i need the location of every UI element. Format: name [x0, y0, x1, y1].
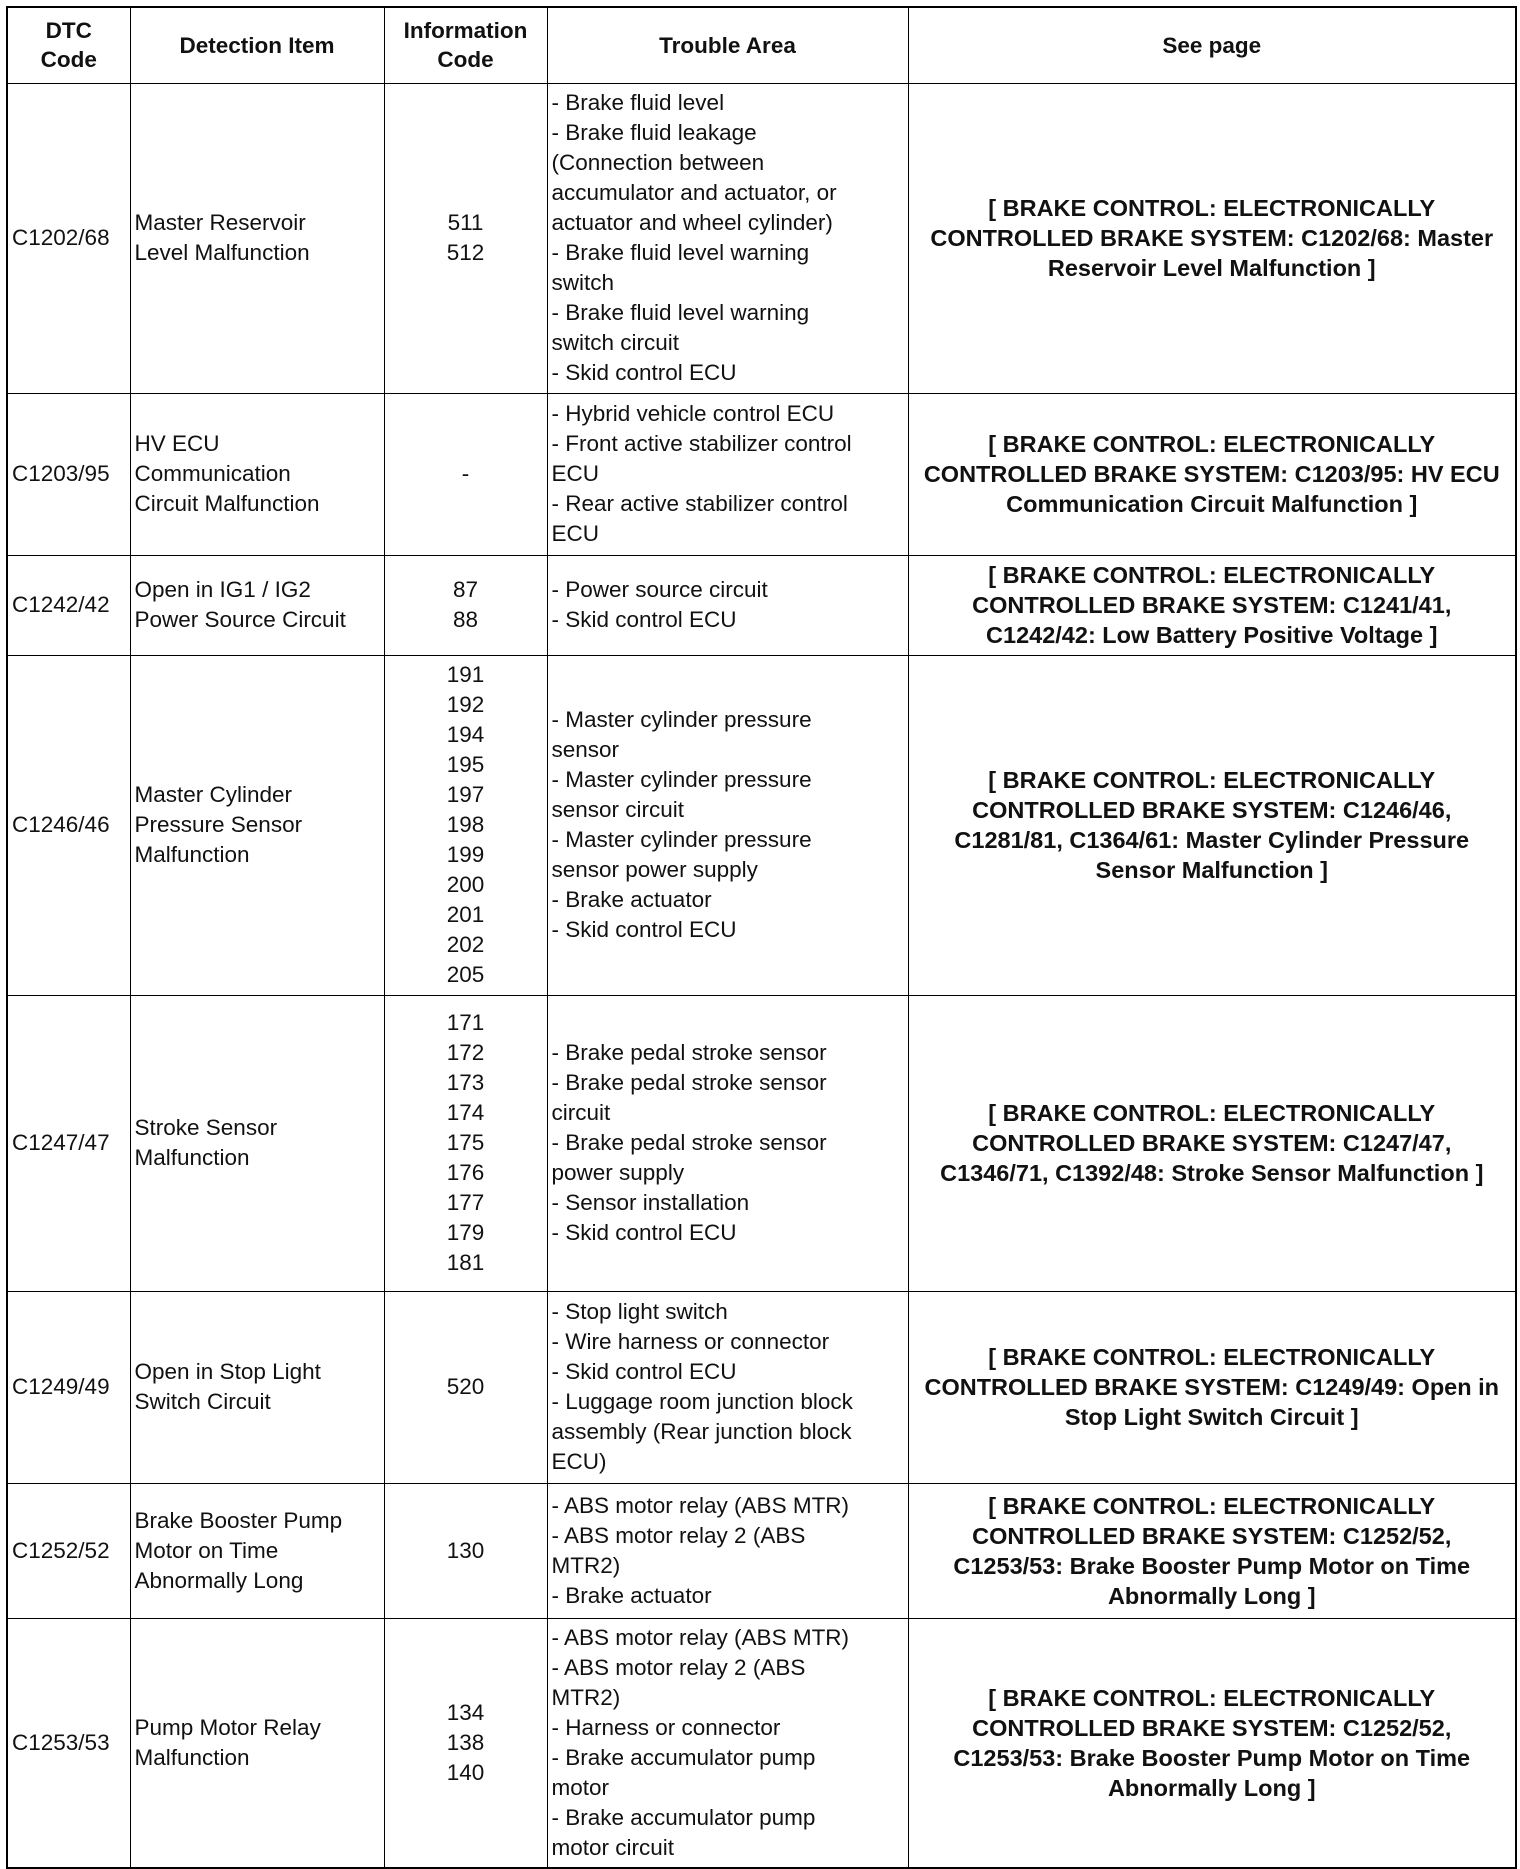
- see-page-cell[interactable]: [ BRAKE CONTROL: ELECTRONICALLY CONTROLLED BRAKE SYSTEM: C1249/49: Open in Stop Light Switch Circuit ]: [908, 1291, 1516, 1483]
- cell-line: - Stop light switch: [551, 1299, 728, 1324]
- cell-line: switch: [551, 270, 615, 295]
- cell-line: - Power source circuit: [551, 577, 768, 602]
- cell-line: - Skid control ECU: [551, 360, 737, 385]
- cell-line: Pressure Sensor: [134, 812, 303, 837]
- cell-line: - Brake accumulator pump: [551, 1804, 816, 1830]
- information-code-value: 181: [446, 1250, 485, 1275]
- cell-line: Malfunction: [134, 1744, 250, 1770]
- cell-line: - ABS motor relay 2 (ABS: [551, 1654, 806, 1680]
- header-dtc-code: DTC Code: [7, 7, 130, 83]
- table-row: [7, 393, 1516, 555]
- table-header: [7, 7, 1516, 83]
- cell-line: Stroke Sensor: [134, 1115, 278, 1140]
- see-page-cell[interactable]: [ BRAKE CONTROL: ELECTRONICALLY CONTROLLED BRAKE SYSTEM: C1252/52, C1253/53: Brake Booster Pump Motor on Time Abnormally Long ]: [908, 1483, 1516, 1618]
- cell-line: - Master cylinder pressure: [551, 707, 812, 732]
- cell-line: - ABS motor relay (ABS MTR): [551, 1624, 850, 1650]
- cell-line: sensor power supply: [551, 857, 758, 882]
- trouble-area-cell: [547, 655, 908, 995]
- cell-line: HV ECU: [134, 431, 220, 456]
- cell-line: MTR2): [551, 1684, 621, 1710]
- table-row: [7, 655, 1516, 995]
- information-code-value: 205: [446, 962, 485, 987]
- cell-line: Master Reservoir: [134, 210, 306, 235]
- dtc-code-cell: C1249/49: [7, 1291, 130, 1483]
- dtc-code-cell: C1252/52: [7, 1483, 130, 1618]
- information-code-cell: [384, 1291, 547, 1483]
- cell-line: sensor: [551, 737, 620, 762]
- dtc-code-cell: C1242/42: [7, 555, 130, 655]
- cell-line: (Connection between: [551, 150, 765, 175]
- header-row: [7, 7, 1516, 83]
- cell-line: - Brake fluid level warning: [551, 240, 810, 265]
- information-code-value: -: [461, 461, 470, 486]
- header-see-page: See page: [908, 7, 1516, 83]
- information-code-value: 195: [446, 752, 485, 777]
- cell-line: - Brake actuator: [551, 887, 712, 912]
- information-code-value: 177: [446, 1190, 485, 1215]
- header-trouble-area: Trouble Area: [547, 7, 908, 83]
- dtc-code-cell: C1246/46: [7, 655, 130, 995]
- cell-line: Master Cylinder: [134, 782, 293, 807]
- table-row: [7, 995, 1516, 1291]
- detection-item-cell: [130, 1618, 384, 1868]
- table-body: [7, 83, 1516, 1868]
- cell-line: MTR2): [551, 1552, 621, 1578]
- cell-line: Motor on Time: [134, 1537, 279, 1563]
- cell-line: Malfunction: [134, 1145, 250, 1170]
- information-code-value: 198: [446, 812, 485, 837]
- see-page-cell[interactable]: [ BRAKE CONTROL: ELECTRONICALLY CONTROLLED BRAKE SYSTEM: C1202/68: Master Reservoir Level Malfunction ]: [908, 83, 1516, 393]
- detection-item-cell: [130, 1291, 384, 1483]
- cell-line: accumulator and actuator, or: [551, 180, 837, 205]
- information-code-value: 194: [446, 722, 485, 747]
- detection-item-cell: [130, 83, 384, 393]
- see-page-cell[interactable]: [ BRAKE CONTROL: ELECTRONICALLY CONTROLLED BRAKE SYSTEM: C1247/47, C1346/71, C1392/48: Stroke Sensor Malfunction ]: [908, 995, 1516, 1291]
- cell-line: motor circuit: [551, 1834, 675, 1860]
- trouble-area-cell: [547, 83, 908, 393]
- cell-line: Abnormally Long: [134, 1567, 304, 1593]
- cell-line: - Brake fluid level: [551, 90, 725, 115]
- information-code-value: 171: [446, 1010, 485, 1035]
- information-code-value: 87: [452, 577, 479, 602]
- information-code-value: 130: [446, 1537, 485, 1563]
- see-page-cell[interactable]: [ BRAKE CONTROL: ELECTRONICALLY CONTROLLED BRAKE SYSTEM: C1252/52, C1253/53: Brake Booster Pump Motor on Time Abnormally Long ]: [908, 1618, 1516, 1868]
- information-code-value: 192: [446, 692, 485, 717]
- detection-item-cell: [130, 393, 384, 555]
- cell-line: - ABS motor relay 2 (ABS: [551, 1522, 806, 1548]
- cell-line: ECU: [551, 461, 600, 486]
- dtc-code-cell: C1247/47: [7, 995, 130, 1291]
- information-code-value: 140: [446, 1759, 485, 1785]
- cell-line: circuit: [551, 1100, 611, 1125]
- information-code-value: 191: [446, 662, 485, 687]
- header-detection-item: Detection Item: [130, 7, 384, 83]
- cell-line: power supply: [551, 1160, 685, 1185]
- cell-line: - Rear active stabilizer control: [551, 491, 848, 516]
- header-information-code: Information Code: [384, 7, 547, 83]
- information-code-value: 179: [446, 1220, 485, 1245]
- table-row: [7, 555, 1516, 655]
- information-code-value: 174: [446, 1100, 485, 1125]
- detection-item-cell: [130, 1483, 384, 1618]
- information-code-value: 175: [446, 1130, 485, 1155]
- cell-line: Circuit Malfunction: [134, 491, 320, 516]
- cell-line: Pump Motor Relay: [134, 1714, 321, 1740]
- cell-line: sensor circuit: [551, 797, 685, 822]
- information-code-cell: [384, 995, 547, 1291]
- dtc-code-cell: C1253/53: [7, 1618, 130, 1868]
- detection-item-cell: [130, 555, 384, 655]
- cell-line: - Hybrid vehicle control ECU: [551, 401, 835, 426]
- cell-line: - Brake actuator: [551, 1582, 712, 1608]
- cell-line: - ABS motor relay (ABS MTR): [551, 1492, 850, 1518]
- cell-line: Open in IG1 / IG2: [134, 577, 311, 602]
- cell-line: - Brake pedal stroke sensor: [551, 1130, 827, 1155]
- cell-line: - Wire harness or connector: [551, 1329, 830, 1354]
- trouble-area-cell: [547, 1291, 908, 1483]
- information-code-cell: [384, 83, 547, 393]
- see-page-cell[interactable]: [ BRAKE CONTROL: ELECTRONICALLY CONTROLLED BRAKE SYSTEM: C1203/95: HV ECU Communication Circuit Malfunction ]: [908, 393, 1516, 555]
- information-code-value: 512: [446, 240, 485, 265]
- cell-line: - Master cylinder pressure: [551, 767, 812, 792]
- cell-line: Open in Stop Light: [134, 1359, 321, 1384]
- cell-line: - Brake accumulator pump: [551, 1744, 816, 1770]
- see-page-cell[interactable]: [ BRAKE CONTROL: ELECTRONICALLY CONTROLLED BRAKE SYSTEM: C1241/41, C1242/42: Low Battery Positive Voltage ]: [908, 555, 1516, 655]
- cell-line: motor: [551, 1774, 610, 1800]
- information-code-value: 88: [452, 607, 479, 632]
- cell-line: switch circuit: [551, 330, 680, 355]
- information-code-value: 173: [446, 1070, 485, 1095]
- dtc-code-cell: C1203/95: [7, 393, 130, 555]
- cell-line: - Skid control ECU: [551, 1359, 737, 1384]
- information-code-value: 202: [446, 932, 485, 957]
- trouble-area-cell: [547, 393, 908, 555]
- information-code-cell: [384, 555, 547, 655]
- table-row: [7, 1291, 1516, 1483]
- table-row: [7, 1618, 1516, 1868]
- detection-item-cell: [130, 655, 384, 995]
- cell-line: ECU): [551, 1449, 607, 1474]
- information-code-value: 172: [446, 1040, 485, 1065]
- cell-line: - Brake pedal stroke sensor: [551, 1070, 827, 1095]
- cell-line: ECU: [551, 521, 600, 546]
- information-code-value: 199: [446, 842, 485, 867]
- cell-line: actuator and wheel cylinder): [551, 210, 833, 235]
- cell-line: - Brake fluid level warning: [551, 300, 810, 325]
- information-code-cell: [384, 1483, 547, 1618]
- cell-line: - Brake pedal stroke sensor: [551, 1040, 827, 1065]
- information-code-value: 134: [446, 1699, 485, 1725]
- cell-line: Communication: [134, 461, 291, 486]
- cell-line: - Luggage room junction block: [551, 1389, 853, 1414]
- information-code-value: 138: [446, 1729, 485, 1755]
- information-code-cell: [384, 393, 547, 555]
- information-code-value: 511: [447, 210, 484, 235]
- dtc-table: [6, 6, 1517, 1869]
- cell-line: - Master cylinder pressure: [551, 827, 812, 852]
- cell-line: Malfunction: [134, 842, 250, 867]
- table-row: [7, 83, 1516, 393]
- cell-line: - Sensor installation: [551, 1190, 750, 1215]
- information-code-cell: [384, 1618, 547, 1868]
- cell-line: - Skid control ECU: [551, 917, 737, 942]
- cell-line: - Front active stabilizer control: [551, 431, 852, 456]
- trouble-area-cell: [547, 555, 908, 655]
- cell-line: Level Malfunction: [134, 240, 310, 265]
- information-code-value: 176: [446, 1160, 485, 1185]
- information-code-value: 201: [446, 902, 485, 927]
- dtc-code-cell: C1202/68: [7, 83, 130, 393]
- cell-line: Power Source Circuit: [134, 607, 346, 632]
- information-code-cell: [384, 655, 547, 995]
- trouble-area-cell: [547, 1483, 908, 1618]
- cell-line: Switch Circuit: [134, 1389, 271, 1414]
- cell-line: - Skid control ECU: [551, 1220, 737, 1245]
- information-code-value: 520: [446, 1374, 485, 1399]
- see-page-cell[interactable]: [ BRAKE CONTROL: ELECTRONICALLY CONTROLLED BRAKE SYSTEM: C1246/46, C1281/81, C1364/61: Master Cylinder Pressure Sensor Malfunction ]: [908, 655, 1516, 995]
- cell-line: assembly (Rear junction block: [551, 1419, 852, 1444]
- information-code-value: 200: [446, 872, 485, 897]
- detection-item-cell: [130, 995, 384, 1291]
- information-code-value: 197: [446, 782, 485, 807]
- cell-line: Brake Booster Pump: [134, 1507, 343, 1533]
- cell-line: - Brake fluid leakage: [551, 120, 757, 145]
- cell-line: - Skid control ECU: [551, 607, 737, 632]
- table-row: [7, 1483, 1516, 1618]
- trouble-area-cell: [547, 995, 908, 1291]
- trouble-area-cell: [547, 1618, 908, 1868]
- cell-line: - Harness or connector: [551, 1714, 781, 1740]
